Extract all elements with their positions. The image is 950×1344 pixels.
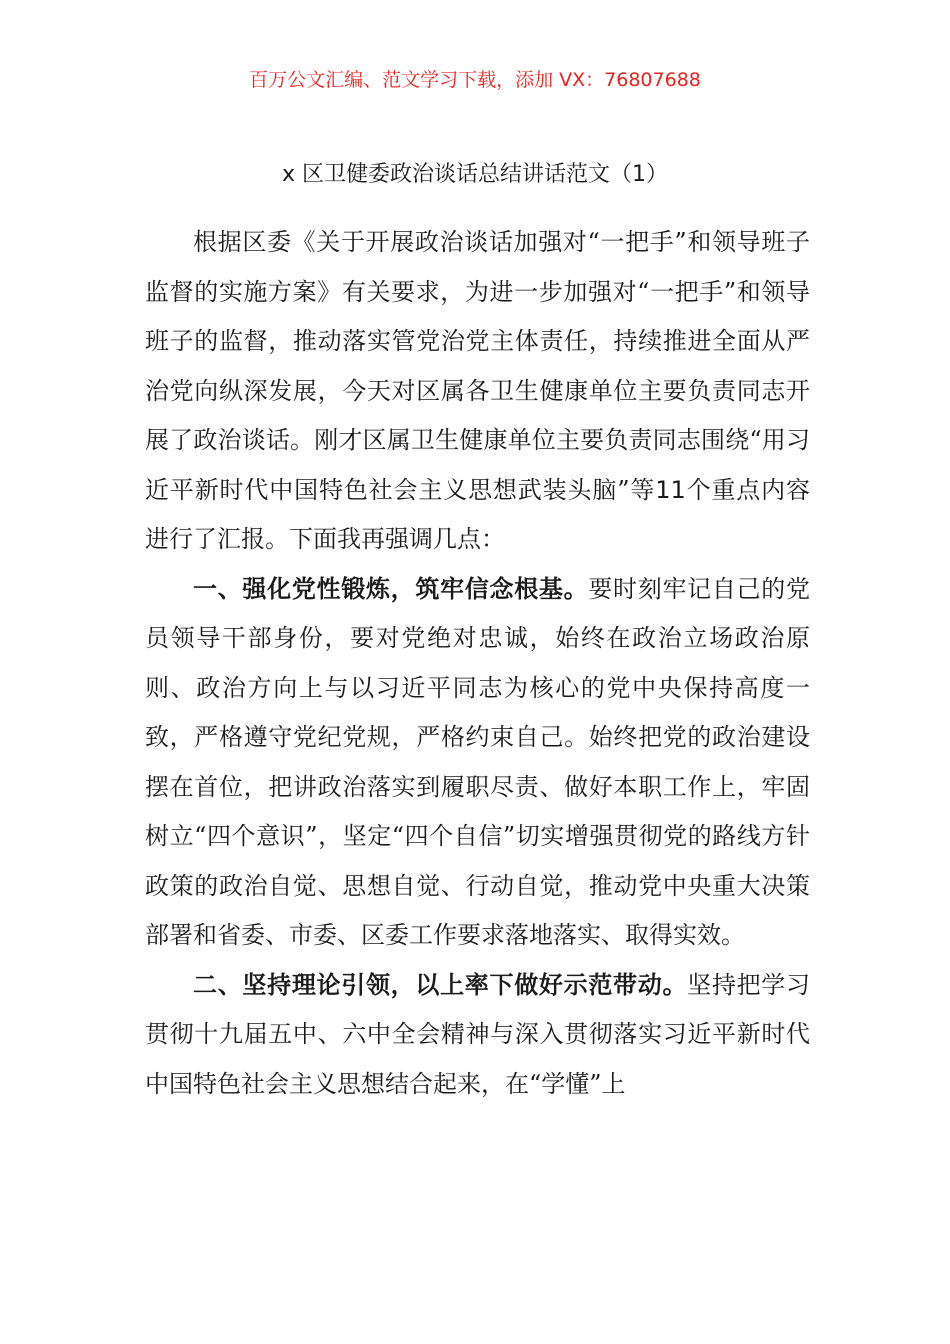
section-heading: 一、强化党性锻炼，筑牢信念根基。 [193, 574, 589, 603]
paragraph-text: 根据区委《关于开展政治谈话加强对“一把手”和领导班子监督的实施方案》有关要求，为进一步加强对“一把手”和领导班子的监督，推动落实管党治党主体责任，持续推进全面从严治党向纵深发展，今天对区属各卫生健康单位主要负责同志开展了政治谈话。刚才区属卫生健康单位主要负责同志围绕“用习近平新时代中国特色社会主义思想武装头脑”等 [145, 228, 810, 504]
section-heading: 二、坚持理论引领，以上率下做好示范带动。 [193, 970, 688, 999]
paragraph-section-1 [145, 565, 810, 961]
paragraph-section-2 [145, 961, 810, 1110]
paragraph-text: 个重点内容进行了汇报。下面我再强调几点： [145, 475, 810, 553]
watermark-banner: 百万公文汇编、范文学习下载，添加 VX：76807688 [249, 69, 701, 91]
paragraph-intro [145, 218, 810, 565]
paragraph-text: 要时刻牢记自己的党员领导干部身份，要对党绝对忠诚，始终在政治立场政治原则、政治方向上与以习近平同志为核心的党中央保持高度一致，严格遵守党纪党规，严格约束自己。始终把党的政治建设摆在首位，把讲政治落实到履职尽责、做好本职工作上，牢固树立“四个意识”，坚定“四个自信”切实增强贯彻党的路线方针政策的政治自觉、思想自觉、行动自觉，推动党中央重大决策部署和省委、市委、区委工作要求落地落实、取得实效。 [145, 574, 811, 949]
document-body [145, 218, 810, 1109]
paragraph-text: 坚持把学习贯彻十九届五中、六中全会精神与深入贯彻落实习近平新时代中国特色社会主义思想结合起来，在“学懂”上 [145, 970, 811, 1098]
document-title: x 区卫健委政治谈话总结讲话范文（1） [281, 162, 668, 187]
paragraph-number: 11 [655, 475, 686, 504]
